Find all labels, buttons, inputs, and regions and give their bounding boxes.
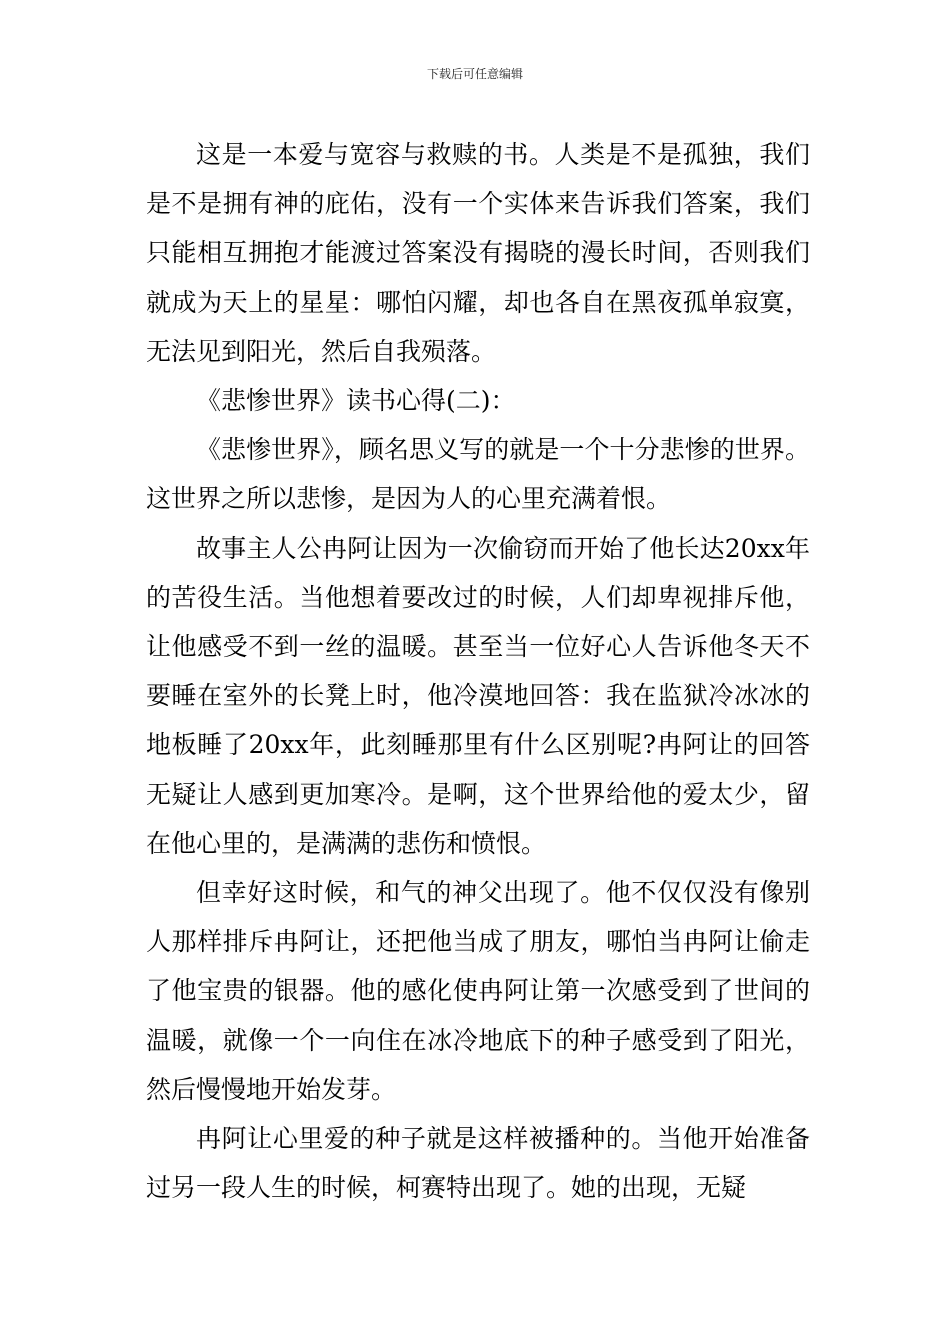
- paragraph-1: 这是一本爱与宽容与救赎的书。人类是不是孤独，我们是不是拥有神的庇佑，没有一个实体来告诉我们答案，我们只能相互拥抱才能渡过答案没有揭晓的漫长时间，否则我们就成为天上的星星：哪怕闪耀，却也各自在黑夜孤单寂寞，无法见到阳光，然后自我殒落。: [146, 140, 810, 366]
- paragraph-5: 冉阿让心里爱的种子就是这样被播种的。当他开始准备过另一段人生的时候，柯赛特出现了。她的出现，无疑: [146, 1124, 810, 1203]
- paragraph-4: 但幸好这时候，和气的神父出现了。他不仅仅没有像别人那样排斥冉阿让，还把他当成了朋友，哪怕当冉阿让偷走了他宝贵的银器。他的感化使冉阿让第一次感受到了世间的温暖，就像一个一向住在冰冷地底下的种子感受到了阳光，然后慢慢地开始发芽。: [146, 878, 810, 1104]
- document-body: [146, 130, 810, 1212]
- paragraph-2: 《悲惨世界》，顾名思义写的就是一个十分悲惨的世界。这世界之所以悲惨，是因为人的心里充满着恨。: [146, 435, 810, 514]
- paragraph-3: 故事主人公冉阿让因为一次偷窃而开始了他长达20xx年的苦役生活。当他想着要改过的时候，人们却卑视排斥他，让他感受不到一丝的温暖。甚至当一位好心人告诉他冬天不要睡在室外的长凳上时，他冷漠地回答：我在监狱冷冰冰的地板睡了20xx年，此刻睡那里有什么区别呢?冉阿让的回答无疑让人感到更加寒冷。是啊，这个世界给他的爱太少，留在他心里的，是满满的悲伤和愤恨。: [146, 533, 810, 858]
- page-header: 下载后可任意编辑: [426, 67, 523, 81]
- section-heading: 《悲惨世界》读书心得(二)：: [196, 386, 516, 416]
